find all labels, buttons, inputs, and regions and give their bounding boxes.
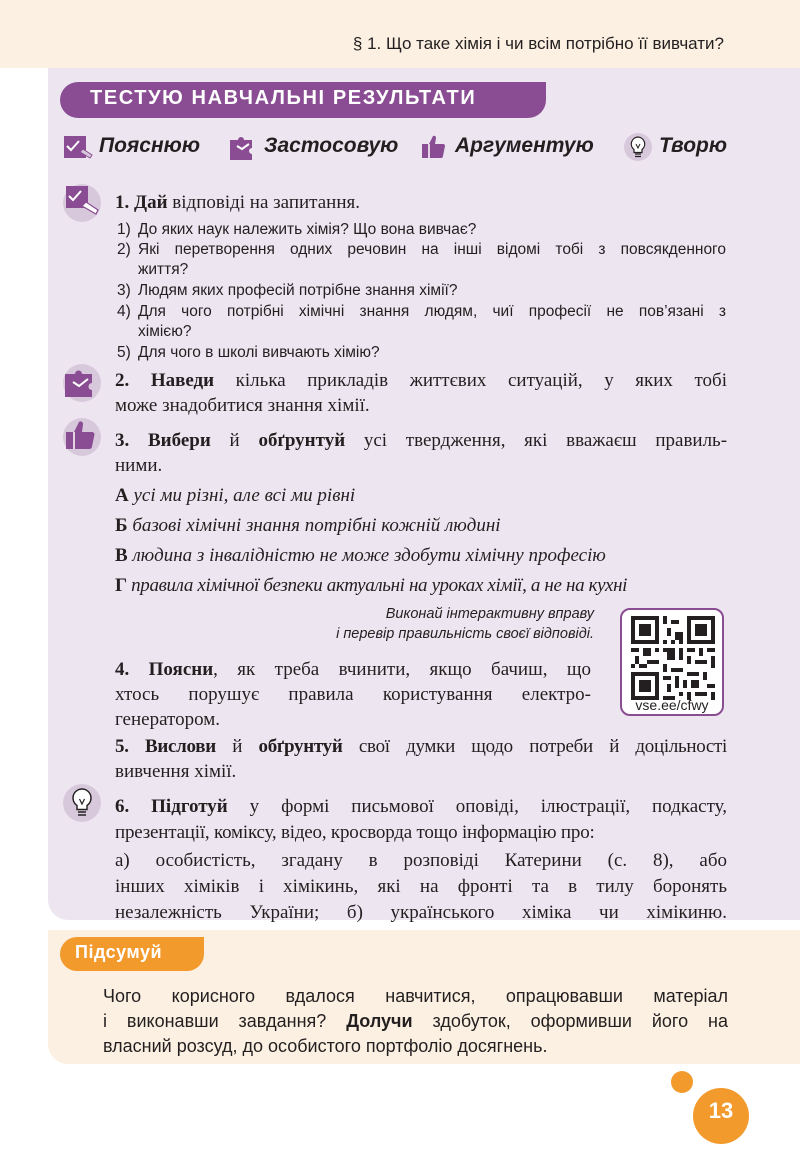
legend-label: Застосовую — [264, 134, 399, 157]
lightbulb-icon — [62, 782, 102, 824]
option-a: А усі ми різні, але всі ми рівні — [115, 485, 356, 506]
summary-line-3: власний розсуд, до особистого портфоліо досягнень. — [103, 1036, 548, 1056]
legend-label: Пояснюю — [99, 134, 200, 157]
summary-line-2: і виконавши завдання? Долучи здобуток, оформивши його на — [103, 1011, 728, 1031]
task-6-line-2: презентації, коміксу, відео, кросворда тощо інформацію про: — [115, 822, 595, 843]
explain-icon — [62, 182, 102, 224]
task-1-heading: 1. Дай відповіді на запитання. — [115, 192, 360, 213]
question-text: Для чого в школі вивчають хімію? — [138, 344, 380, 361]
summary-tag — [60, 937, 204, 971]
skills-legend — [62, 130, 732, 164]
option-g: Г правила хімічної безпеки актуальні на уроках хімії, а не на кухні — [115, 575, 628, 596]
task-3-line-2: ними. — [115, 455, 163, 476]
interactive-hint-line-2: і перевір правильність своєї відповіді. — [336, 626, 594, 642]
legend-label: Аргументую — [455, 134, 594, 157]
task-6-line-5: незалежність України; б) українського хіміка чи хімікиню. — [115, 902, 727, 923]
qr-code-icon[interactable] — [631, 616, 715, 700]
banner-title: ТЕСТУЮ НАВЧАЛЬНІ РЕЗУЛЬТАТИ — [90, 87, 477, 109]
question-number: 2) — [117, 241, 131, 258]
task-4-line-1: 4. Поясни, як треба вчинити, якщо бачиш, що — [115, 659, 591, 680]
task-3-line-1: 3. Вибери й обґрунтуй усі твердження, які вважаєш правиль- — [115, 430, 728, 451]
summary-line-1: Чого корисного вдалося навчитися, опрацювавши матеріал — [103, 986, 728, 1006]
task-5-line-1: 5. Вислови й обґрунтуй свої думки щодо потреби й доцільності — [115, 736, 728, 757]
task-4-line-2: хтось порушує правила користування електро- — [115, 684, 591, 705]
task-2-line-2: може знадобитися знання хімії. — [115, 395, 370, 416]
question-text: Для чого потрібні хімічні знання людям, чиї професії не пов’язані з — [138, 303, 726, 320]
summary-tag-label: Підсумуй — [75, 942, 163, 962]
task-6-line-3: а) особистість, згадану в розповіді Катерини (с. 8), або — [115, 850, 727, 871]
question-number: 5) — [117, 344, 131, 361]
question-number: 4) — [117, 303, 131, 320]
puzzle-icon — [62, 362, 102, 404]
question-number: 1) — [117, 221, 131, 238]
task-5-line-2: вивчення хімії. — [115, 761, 237, 782]
question-number: 3) — [117, 282, 131, 299]
explain-icon — [62, 132, 94, 162]
task-2-line-1: 2. Наведи кілька прикладів життєвих ситуацій, у яких тобі — [115, 370, 727, 391]
thumbs-icon — [62, 416, 102, 458]
question-text: хімією? — [138, 323, 192, 340]
section-title: § 1. Що таке хімія і чи всім потрібно її вивчати? — [352, 34, 724, 53]
question-text: Які перетворення одних речовин на інші відомі тобі з повсякденного — [138, 241, 726, 258]
question-text: Людям яких професій потрібне знання хімії? — [138, 282, 458, 299]
task-6-line-1: 6. Підготуй у формі письмової оповіді, ілюстрації, подкасту, — [115, 796, 728, 817]
option-v: В людина з інвалідністю не може здобути хімічну професію — [115, 545, 606, 566]
task-6-line-4: інших хіміків і хімікинь, які на фронті та в тилу боронять — [115, 876, 727, 897]
qr-card[interactable] — [620, 608, 724, 716]
question-text: життя? — [138, 261, 189, 278]
question-text: До яких наук належить хімія? Що вона вивчає? — [138, 221, 477, 238]
puzzle-icon — [227, 132, 259, 162]
thumbs-icon — [418, 132, 450, 162]
lightbulb-icon — [622, 132, 654, 162]
task-4-line-3: генератором. — [115, 709, 220, 730]
interactive-hint-line-1: Виконай інтерактивну вправу — [385, 606, 594, 622]
qr-url[interactable]: vse.ee/cfwy — [635, 697, 709, 713]
section-banner — [60, 82, 546, 118]
legend-label: Творю — [659, 134, 728, 157]
page-number: 13 — [708, 1098, 734, 1123]
option-b: Б базові хімічні знання потрібні кожній людині — [115, 515, 501, 536]
